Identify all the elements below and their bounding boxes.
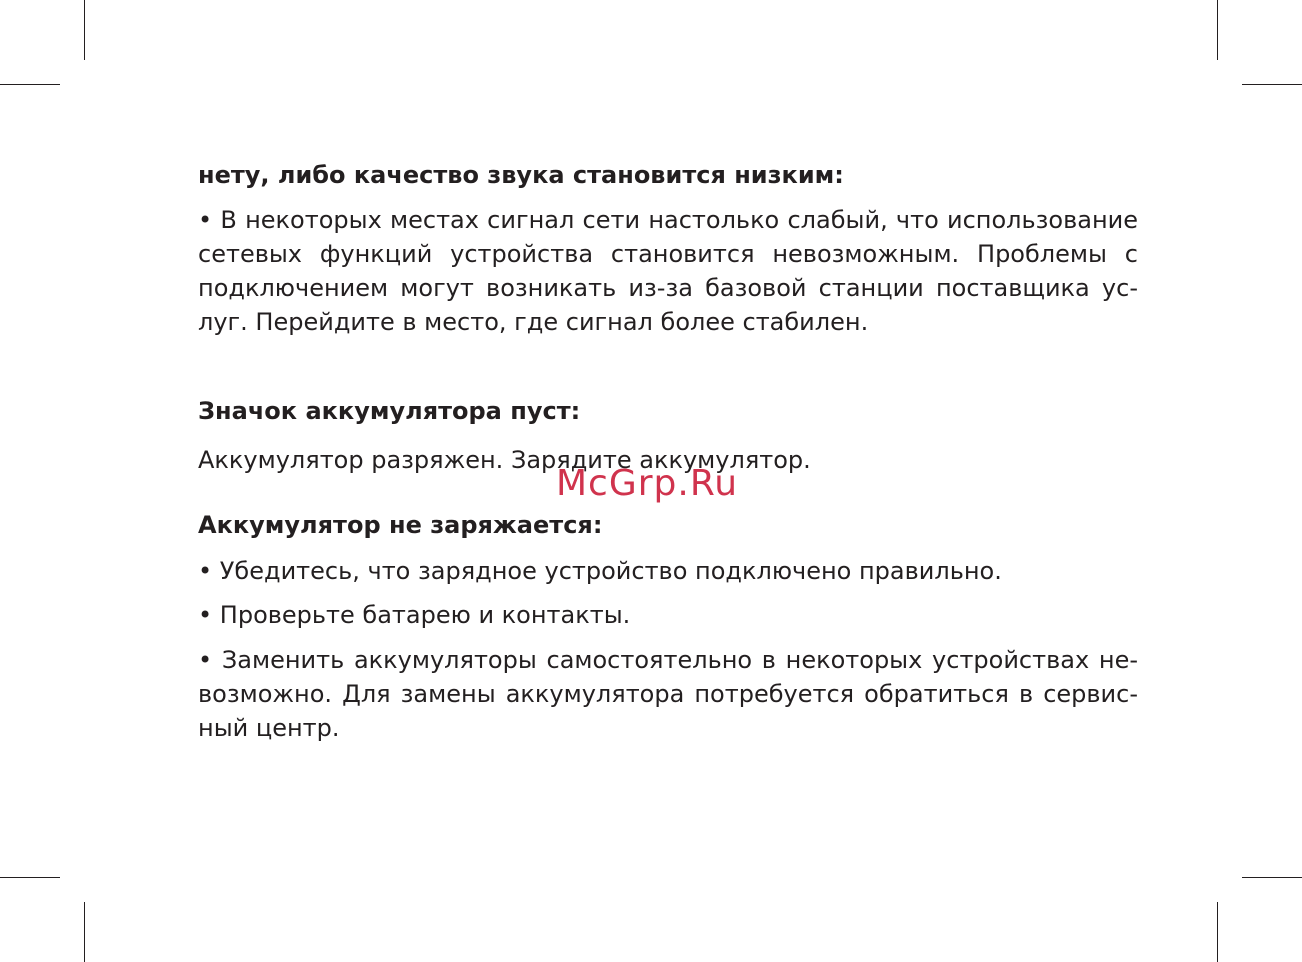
crop-mark-bottom-left-vertical [84,902,85,962]
section3-bullet-2: • Проверьте батарею и контакты. [198,601,631,629]
section3-bullet-3-line-1: • Заменить аккумуляторы самостоятельно в некоторых устройствах не- [198,646,1138,674]
crop-mark-bottom-right-vertical [1217,902,1218,962]
crop-mark-top-left-vertical [84,0,85,60]
section1-line-2: сетевых функций устройства становится невозможным. Проблемы с [198,240,1138,268]
section1-line-4: луг. Перейдите в место, где сигнал более стабилен. [198,308,869,336]
crop-mark-bottom-right-horizontal [1242,877,1302,878]
section2-heading: Значок аккумулятора пуст: [198,397,581,425]
section3-bullet-3-line-2: возможно. Для замены аккумулятора потребуется обратиться в сервис- [198,680,1138,708]
section1-line-1: • В некоторых местах сигнал сети настолько слабый, что использование [198,206,1138,234]
watermark: McGrp.Ru [556,463,739,504]
section3-bullet-1: • Убедитесь, что зарядное устройство подключено правильно. [198,557,1002,585]
crop-mark-bottom-left-horizontal [0,877,60,878]
section1-line-3: подключением могут возникать из-за базовой станции поставщика ус- [198,274,1138,302]
crop-mark-top-right-horizontal [1242,84,1302,85]
section1-heading: нету, либо качество звука становится низким: [198,161,844,189]
section2-text: Аккумулятор разряжен. Зарядите аккумулятор. [198,446,811,474]
crop-mark-top-right-vertical [1217,0,1218,60]
section3-bullet-3-line-3: ный центр. [198,714,340,742]
section3-heading: Аккумулятор не заряжается: [198,511,603,539]
crop-mark-top-left-horizontal [0,84,60,85]
